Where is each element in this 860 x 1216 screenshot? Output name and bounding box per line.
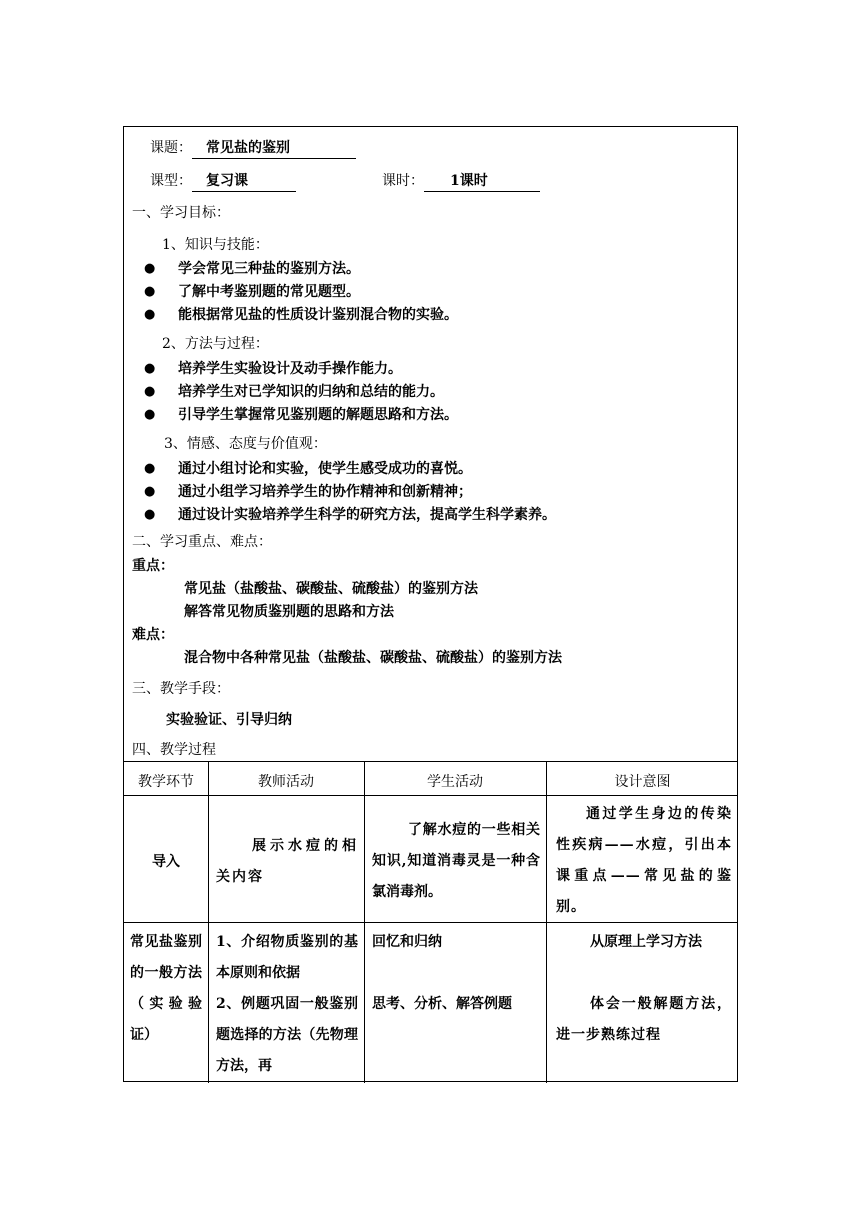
type-value: 复习课 (192, 172, 296, 192)
row1-stage: 导入 (152, 854, 180, 870)
topic-line (150, 139, 356, 159)
row2-student-2: 思考、分析、解答例题 (372, 996, 512, 1012)
row1-teacher: 展示水痘的相关内容 (216, 838, 358, 885)
knowledge-title: 1、知识与技能： (162, 237, 269, 253)
table-header-student: 学生活动 (427, 774, 483, 790)
difficulty-item: 混合物中各种常见盐（盐酸盐、碳酸盐、硫酸盐）的鉴别方法 (184, 650, 562, 666)
objectives-title: 一、学习目标： (132, 205, 230, 221)
table-header-intent: 设计意图 (614, 774, 671, 790)
emotion-item: ● 通过小组学习培养学生的协作精神和创新精神； (178, 483, 472, 501)
row2-teacher-1: 1、介绍物质鉴别的基本原则和依据 (216, 934, 358, 981)
table-col-divider (546, 761, 547, 1083)
row1-student: 了解水痘的一些相关知识,知道消毒灵是一种含氯消毒剂。 (372, 822, 540, 900)
knowledge-item: ● 学会常见三种盐的鉴别方法。 (178, 260, 360, 278)
means-content: 实验验证、引导归纳 (166, 712, 292, 728)
lesson-plan-page (123, 126, 738, 1082)
process-title: 四、教学过程 (132, 742, 216, 758)
emotion-item: ● 通过设计实验培养学生科学的研究方法，提高学生科学素养。 (178, 506, 556, 524)
focus-label: 重点： (132, 558, 174, 574)
focus-item: 常见盐（盐酸盐、碳酸盐、硫酸盐）的鉴别方法 (184, 581, 478, 597)
table-header-stage: 教学环节 (138, 774, 194, 790)
key-points-title: 二、学习重点、难点： (132, 534, 272, 550)
row1-intent: 通过学生身边的传染性疾病——水痘，引出本课重点——常见盐的鉴别。 (556, 806, 732, 915)
difficulty-label: 难点： (132, 627, 174, 643)
focus-item: 解答常见物质鉴别题的思路和方法 (184, 604, 394, 620)
table-col-divider (208, 761, 209, 1083)
hours-label: 课时： (382, 173, 424, 189)
row2-teacher-2: 2、例题巩固一般鉴别题选择的方法（先物理方法，再 (216, 996, 358, 1074)
emotion-item: ● 通过小组讨论和实验，使学生感受成功的喜悦。 (178, 460, 472, 478)
means-title: 三、教学手段： (132, 681, 230, 697)
method-item: ● 培养学生对已学知识的归纳和总结的能力。 (178, 383, 444, 401)
knowledge-item: ● 了解中考鉴别题的常见题型。 (178, 283, 360, 301)
row2-intent-2: 体会一般解题方法，进一步熟练过程 (556, 996, 732, 1043)
row2-intent-1: 从原理上学习方法 (590, 934, 702, 950)
table-header-teacher: 教师活动 (258, 774, 314, 790)
topic-label: 课题： (150, 140, 192, 156)
method-item: ● 培养学生实验设计及动手操作能力。 (178, 360, 402, 378)
row2-student-1: 回忆和归纳 (372, 934, 442, 950)
type-label: 课型： (150, 173, 192, 189)
table-col-divider (364, 761, 365, 1083)
method-item: ● 引导学生掌握常见鉴别题的解题思路和方法。 (178, 406, 458, 424)
knowledge-item: ● 能根据常见盐的性质设计鉴别混合物的实验。 (178, 306, 458, 324)
topic-value: 常见盐的鉴别 (192, 139, 356, 159)
hours-value: 1课时 (424, 172, 540, 192)
emotion-title: 3、情感、态度与价值观： (164, 436, 327, 452)
row2-stage: 常见盐鉴别的一般方法（实验验证） (130, 934, 202, 1043)
method-title: 2、方法与过程： (162, 336, 269, 352)
table-top-border (124, 761, 737, 762)
type-line (150, 172, 296, 192)
hours-line (382, 172, 540, 192)
